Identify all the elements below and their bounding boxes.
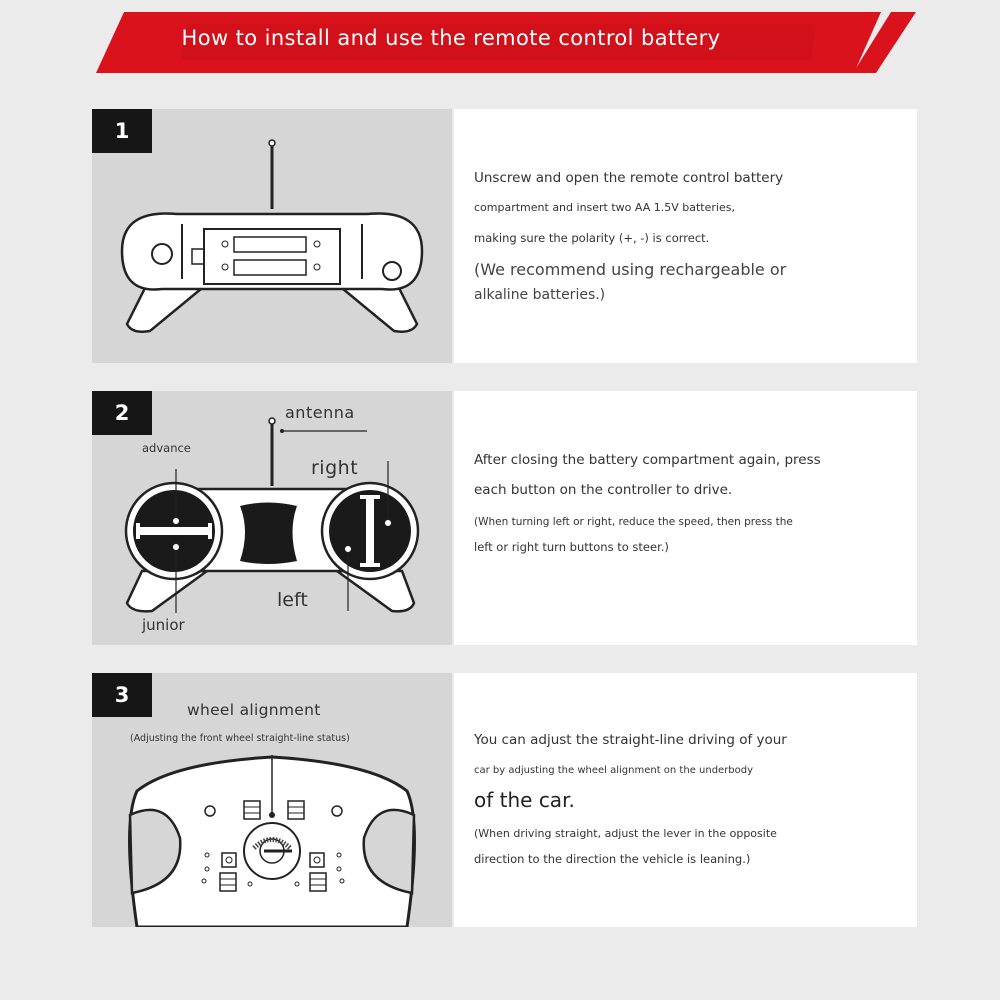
step-1-illustration-panel: [92, 109, 452, 363]
label-antenna: antenna: [285, 403, 355, 422]
step-3-illustration-panel: [92, 673, 452, 927]
label-junior: junior: [142, 616, 185, 634]
step-3-line-3: of the car.: [474, 788, 575, 812]
title-banner: [96, 12, 916, 73]
step-2: [92, 391, 917, 645]
step-1-line-4: (We recommend using rechargeable or: [474, 260, 787, 279]
step-number-badge: 3: [92, 673, 152, 717]
step-number-badge: 2: [92, 391, 152, 435]
step-2-illustration-panel: [92, 391, 452, 645]
step-number-badge: 1: [92, 109, 152, 153]
step-2-line-3: (When turning left or right, reduce the speed, then press the: [474, 516, 793, 528]
step-1-text-panel: [454, 109, 917, 363]
label-right: right: [311, 457, 359, 479]
step-3-line-4: (When driving straight, adjust the lever in the opposite: [474, 827, 777, 840]
step-2-line-4: left or right turn buttons to steer.): [474, 540, 669, 554]
label-wheel-alignment-subtitle: (Adjusting the front wheel straight-line status): [130, 733, 350, 744]
label-advance: advance: [142, 441, 191, 455]
step-3-line-2: car by adjusting the wheel alignment on the underbody: [474, 765, 754, 776]
step-3-line-5: direction to the direction the vehicle is leaning.): [474, 852, 751, 866]
step-1-line-1: Unscrew and open the remote control battery: [474, 170, 784, 186]
label-wheel-alignment: wheel alignment: [187, 701, 321, 719]
step-3-line-1: You can adjust the straight-line driving of your: [474, 732, 787, 748]
step-2-line-2: each button on the controller to drive.: [474, 482, 733, 498]
step-2-line-1: After closing the battery compartment again, press: [474, 452, 821, 468]
step-2-text-panel: [454, 391, 917, 645]
step-3-text-panel: [454, 673, 917, 927]
step-1-line-5: alkaline batteries.): [474, 287, 606, 303]
step-1-line-2: compartment and insert two AA 1.5V batteries,: [474, 201, 735, 214]
step-3: [92, 673, 917, 927]
label-left: left: [277, 589, 308, 611]
step-1-line-3: making sure the polarity (+, -) is correct.: [474, 231, 710, 245]
banner-title: How to install and use the remote control battery: [181, 26, 721, 50]
step-1: [92, 109, 917, 363]
